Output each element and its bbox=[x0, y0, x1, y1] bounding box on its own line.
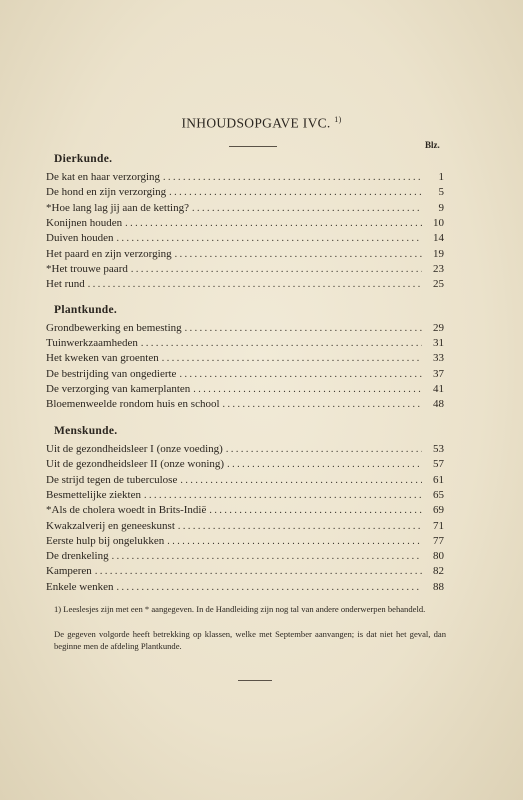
toc-entry-page: 57 bbox=[433, 458, 444, 470]
dot-leader bbox=[178, 521, 422, 532]
dot-leader bbox=[144, 490, 422, 501]
dot-leader bbox=[223, 399, 422, 410]
toc-entry bbox=[46, 383, 444, 397]
toc-entry-title: Het rund bbox=[46, 278, 85, 290]
toc-entry bbox=[46, 368, 444, 382]
toc-entry-page: 9 bbox=[438, 202, 444, 214]
dot-leader bbox=[180, 475, 422, 486]
toc-entry-title: *Als de cholera woedt in Brits-Indië bbox=[46, 504, 207, 516]
toc-entry-title: Eerste hulp bij ongelukken bbox=[46, 535, 165, 547]
toc-entry-page: 71 bbox=[433, 520, 444, 532]
toc-entry-page: 48 bbox=[433, 398, 444, 410]
toc-entry-page: 61 bbox=[433, 474, 444, 486]
toc-entry bbox=[46, 278, 444, 292]
dot-leader bbox=[175, 249, 422, 260]
toc-entry-title: Uit de gezondheidsleer II (onze woning) bbox=[46, 458, 225, 470]
toc-entry-title: Het paard en zijn verzorging bbox=[46, 248, 172, 260]
toc-entry-page: 14 bbox=[433, 232, 444, 244]
toc-entry bbox=[46, 458, 444, 472]
section-heading-dierkunde: Dierkunde. bbox=[54, 153, 113, 165]
toc-entry-title: De kat en haar verzorging bbox=[46, 171, 161, 183]
footnote: 1) Leeslesjes zijn met een * aangegeven. In de Handleiding zijn nog tal van andere onderwerpen behandeld. bbox=[54, 604, 426, 614]
dot-leader bbox=[88, 279, 422, 290]
toc-entry-page: 37 bbox=[433, 368, 444, 380]
toc-entry-title: De bestrijding van ongedierte bbox=[46, 368, 177, 380]
toc-entry-page: 69 bbox=[433, 504, 444, 516]
dot-leader bbox=[193, 384, 422, 395]
toc-entry bbox=[46, 535, 444, 549]
section-heading-plantkunde: Plantkunde. bbox=[54, 304, 118, 316]
toc-entry-page: 77 bbox=[433, 535, 444, 547]
closing-divider bbox=[238, 680, 272, 681]
toc-entry-page: 25 bbox=[433, 278, 444, 290]
toc-entry bbox=[46, 565, 444, 579]
dot-leader bbox=[95, 566, 422, 577]
dot-leader bbox=[141, 338, 422, 349]
dot-leader bbox=[179, 369, 422, 380]
toc-entry bbox=[46, 337, 444, 351]
toc-entry-title: *Hoe lang lag jij aan de ketting? bbox=[46, 202, 189, 214]
toc-entry-title: De verzorging van kamerplanten bbox=[46, 383, 191, 395]
toc-entry bbox=[46, 520, 444, 534]
toc-entry-title: Konijnen houden bbox=[46, 217, 123, 229]
dot-leader bbox=[169, 187, 422, 198]
toc-entry-title: Kamperen bbox=[46, 565, 92, 577]
dot-leader bbox=[162, 353, 422, 364]
toc-entry-title: De drenkeling bbox=[46, 550, 109, 562]
dot-leader bbox=[185, 323, 422, 334]
toc-entry bbox=[46, 202, 444, 216]
dot-leader bbox=[163, 172, 422, 183]
toc-entry bbox=[46, 186, 444, 200]
toc-entry-title: Uit de gezondheidsleer I (onze voeding) bbox=[46, 443, 223, 455]
toc-entry-title: De strijd tegen de tuberculose bbox=[46, 474, 178, 486]
toc-entry-title: Besmettelijke ziekten bbox=[46, 489, 141, 501]
toc-entry-title: Duiven houden bbox=[46, 232, 114, 244]
toc-entry-title: Enkele wenken bbox=[46, 581, 114, 593]
toc-entry bbox=[46, 504, 444, 518]
toc-entry-page: 19 bbox=[433, 248, 444, 260]
toc-entry-title: De hond en zijn verzorging bbox=[46, 186, 167, 198]
toc-entry bbox=[46, 322, 444, 336]
toc-entry-page: 33 bbox=[433, 352, 444, 364]
toc-entry bbox=[46, 171, 444, 185]
dot-leader bbox=[125, 218, 422, 229]
dot-leader bbox=[227, 459, 422, 470]
footnote: De gegeven volgorde heeft betrekking op klassen, welke met September aanvangen; is dat niet het geval, dan beginne men de afdeling Plantkunde. bbox=[54, 629, 446, 651]
toc-entry bbox=[46, 443, 444, 457]
page-title bbox=[0, 115, 523, 132]
toc-entry bbox=[46, 489, 444, 503]
toc-entry bbox=[46, 352, 444, 366]
toc-entry bbox=[46, 248, 444, 262]
toc-entry bbox=[46, 474, 444, 488]
toc-entry-title: Het kweken van groenten bbox=[46, 352, 159, 364]
toc-entry-page: 29 bbox=[433, 322, 444, 334]
toc-entry-page: 1 bbox=[438, 171, 444, 183]
toc-entry bbox=[46, 217, 444, 231]
dot-leader bbox=[131, 264, 422, 275]
dot-leader bbox=[192, 203, 422, 214]
title-footnote-marker: 1) bbox=[334, 115, 342, 124]
title-divider bbox=[229, 146, 277, 147]
toc-entry-title: Grondbewerking en bemesting bbox=[46, 322, 182, 334]
toc-entry-title: Bloemenweelde rondom huis en school bbox=[46, 398, 220, 410]
toc-entry bbox=[46, 398, 444, 412]
section-heading-menskunde: Menskunde. bbox=[54, 425, 118, 437]
dot-leader bbox=[167, 536, 422, 547]
dot-leader bbox=[117, 233, 422, 244]
toc-entry-page: 31 bbox=[433, 337, 444, 349]
toc-entry-page: 23 bbox=[433, 263, 444, 275]
toc-entry-page: 88 bbox=[433, 581, 444, 593]
page-column-header: Blz. bbox=[425, 140, 440, 150]
toc-entry bbox=[46, 581, 444, 595]
toc-entry-title: Tuinwerkzaamheden bbox=[46, 337, 138, 349]
toc-entry-page: 65 bbox=[433, 489, 444, 501]
toc-entry-title: *Het trouwe paard bbox=[46, 263, 128, 275]
dot-leader bbox=[209, 505, 422, 516]
toc-entry-page: 10 bbox=[433, 217, 444, 229]
title-text: INHOUDSOPGAVE IVC. bbox=[181, 115, 331, 131]
toc-entry bbox=[46, 550, 444, 564]
toc-entry-page: 5 bbox=[438, 186, 444, 198]
dot-leader bbox=[112, 551, 422, 562]
dot-leader bbox=[117, 582, 423, 593]
toc-entry-title: Kwakzalverij en geneeskunst bbox=[46, 520, 175, 532]
toc-entry-page: 53 bbox=[433, 443, 444, 455]
toc-entry bbox=[46, 232, 444, 246]
dot-leader bbox=[226, 444, 422, 455]
toc-entry-page: 80 bbox=[433, 550, 444, 562]
toc-entry-page: 41 bbox=[433, 383, 444, 395]
toc-entry bbox=[46, 263, 444, 277]
toc-entry-page: 82 bbox=[433, 565, 444, 577]
